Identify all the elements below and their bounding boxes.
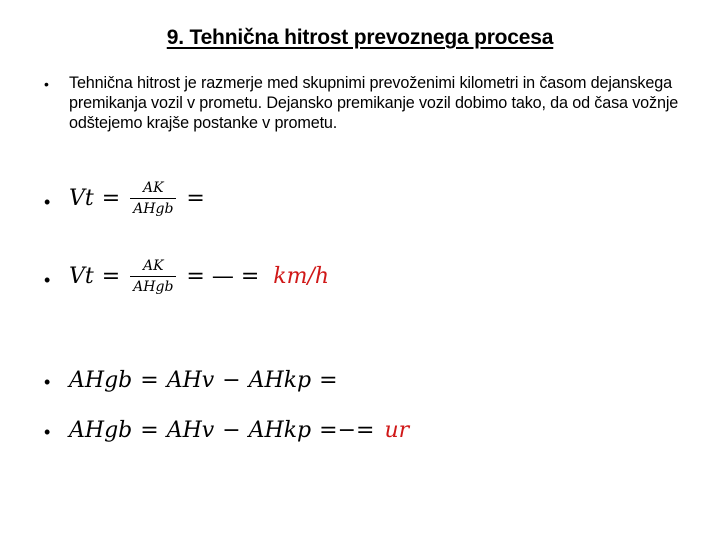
bullet: • xyxy=(44,372,51,392)
unit-label: km/h xyxy=(273,264,330,289)
fraction-numerator: AK xyxy=(143,258,164,274)
eq-sign: = xyxy=(101,264,121,289)
fraction-denominator: AHgb xyxy=(130,198,176,217)
equation-ahgb xyxy=(69,368,346,393)
eq-sign: = xyxy=(319,368,338,393)
eq-lhs: Vt xyxy=(69,186,94,211)
fraction xyxy=(130,258,176,295)
fraction-denominator: AHgb xyxy=(130,276,176,295)
equation-vt-result xyxy=(69,258,329,295)
unit-label: ur xyxy=(384,418,410,443)
eq-term: AHkp xyxy=(248,368,312,393)
eq-sign: = xyxy=(140,368,159,393)
equation-vt xyxy=(69,180,213,217)
fraction-numerator: AK xyxy=(143,180,164,196)
minus-sign: − xyxy=(222,418,241,443)
eq-lhs: AHgb xyxy=(69,418,133,443)
slide-title: 9. Tehnična hitrost prevoznega procesa xyxy=(166,26,554,49)
eq-sign: = xyxy=(101,186,121,211)
eq-term: AHv xyxy=(166,418,215,443)
eq-term: AHkp xyxy=(248,418,312,443)
eq-tail: = — = xyxy=(186,264,260,289)
minus-sign: − xyxy=(222,368,241,393)
eq-tail: =−= xyxy=(319,418,375,443)
fraction xyxy=(130,180,176,217)
bullet: • xyxy=(44,422,51,442)
eq-lhs: AHgb xyxy=(69,368,133,393)
eq-lhs: Vt xyxy=(69,264,94,289)
eq-sign: = xyxy=(186,186,205,211)
bullet: • xyxy=(44,192,51,212)
equation-ahgb-result xyxy=(69,418,409,443)
bullet: • xyxy=(44,76,49,92)
definition-paragraph: Tehnična hitrost je razmerje med skupnimi prevoženimi kilometri in časom dejanskega premikanja vozil v prometu. Dejansko premikanje vozil dobimo tako, da od časa vožnje odštejemo krajše postanke v prometu. xyxy=(69,74,679,132)
bullet: • xyxy=(44,270,51,290)
eq-sign: = xyxy=(140,418,159,443)
eq-term: AHv xyxy=(166,368,215,393)
